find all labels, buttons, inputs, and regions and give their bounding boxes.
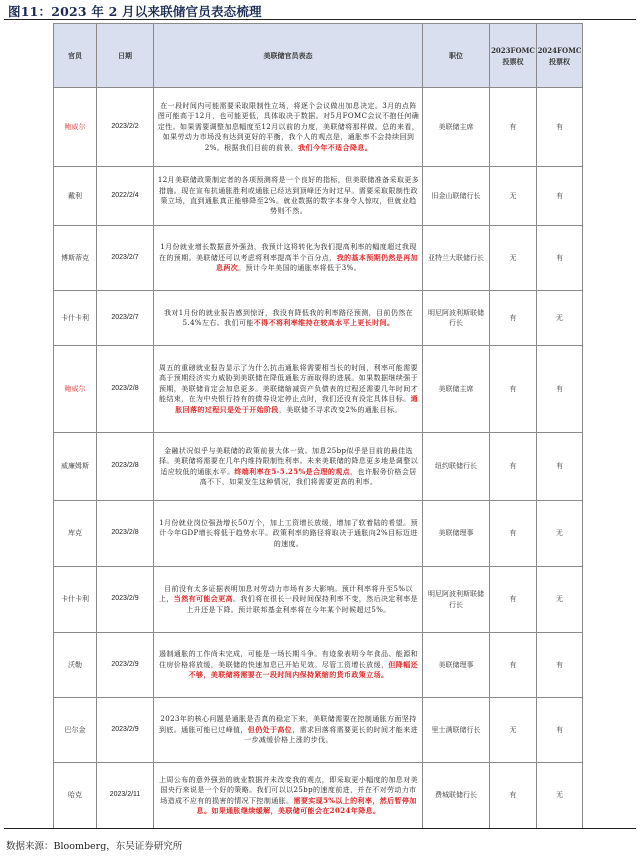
officer-name: 卡什卡利 [54,567,97,633]
statement-plain: 1月份就业增长数据意外强劲，我预计这将转化为我们提高利率的幅度超过我现在的预期。美联储还可以考虑将利率提高半个百分点， [158,243,417,262]
table-row [54,433,583,501]
statement-tail: ，美联储不寻求改变2%的通胀目标。 [278,405,402,414]
table-row [54,698,583,763]
statement-plain: 目前没有太多证据表明加息对劳动力市场有多大影响。预计利率将升至5%以上， [158,584,413,604]
statement-highlight: 需要实现5%以上的利率，然后暂停加息。如果通胀继续缓解，美联储可能会在2024年降息。 [196,795,417,815]
table-row [54,88,583,167]
vote-2023: 有 [490,567,537,633]
vote-2024: 有 [537,633,583,698]
statement-highlight: 但降幅还不够，美联储将需要在一段时间内保持紧缩的货币政策立场。 [188,659,418,680]
statement-plain: 金融状况似乎与美联储的政策前景大体一致。加息25bp似乎是目前的最佳选择。美联储将需要在几年内维持限制性利率。未来美联储的降息更多地是调整以适应较低的通胀水平。 [159,446,418,476]
statement-tail: ，也许服务价格会居高不下，如果发生这种情况，我们将需要更高的利率。 [199,467,417,486]
vote-2023: 有 [490,291,537,346]
vote-2023: 有 [490,88,537,167]
statement-text [154,433,423,501]
statement-date: 2023/2/9 [97,698,154,763]
vote-2024: 有 [537,226,583,291]
statement-plain: 上周公布的意外强劲的就业数据并未改变我的观点，即采取更小幅度的加息对美国央行来说是一个好的策略。我们可以以25bp的速度前进，并在不对劳动力市场造成不应有的损害的情况下控制通胀。 [159,775,418,805]
header-statement: 美联储官员表态 [154,24,423,88]
top-rule-divider [4,19,636,20]
figure-title: 图11：2023 年 2 月以来联储官员表态梳理 [8,4,262,19]
fed-officials-statements-table [53,23,583,829]
vote-2023: 无 [490,167,537,226]
official-position: 美联储理事 [423,633,490,698]
statement-text [154,698,423,763]
official-position: 美联储主席 [423,88,490,167]
statement-highlight: 我们今年不适合降息。 [298,142,373,152]
statement-text [154,763,423,829]
table-row [54,291,583,346]
statement-highlight: 终端利率在5-5.25%是合理的观点 [234,466,351,476]
table-row [54,763,583,829]
statement-date: 2023/2/9 [97,567,154,633]
header-vote-2023: 2023FOMC投票权 [490,24,537,88]
vote-2024: 无 [537,763,583,829]
data-source-note: 数据来源：Bloomberg，东吴证券研究所 [6,841,183,852]
statement-text [154,501,423,567]
officer-name: 巴尔金 [54,698,97,763]
officer-name: 卡什卡利 [54,291,97,346]
table-row [54,346,583,433]
statement-plain: 在一段时间内可能需要采取限制性立场，将逐个会议做出加息决定。3月的点阵图可能高于12月，也可能更低，具体取决于数据。对5月FOMC会议不抱任何确定性。如果需要调整加息幅度至12月以前的力度，美联储将那样做。总的来看，如果劳动力市场没有达到更好的平衡，我个人的观点是，通胀率不会持续回到2%。根据我们目前的前景， [157,101,420,152]
vote-2023: 有 [490,633,537,698]
vote-2023: 有 [490,501,537,567]
statement-date: 2022/2/4 [97,167,154,226]
official-position: 美联储理事 [423,501,490,567]
statement-date: 2023/2/8 [97,346,154,433]
statement-tail: ，需求回落将需要更长的时间才能来进一步减缓价格上涨的步伐。 [244,725,419,745]
vote-2024: 无 [537,501,583,567]
vote-2024: 有 [537,698,583,763]
vote-2024: 有 [537,346,583,433]
statement-text [154,291,423,346]
table-header-row [54,24,583,88]
vote-2024: 无 [537,291,583,346]
vote-2023: 有 [490,433,537,501]
vote-2024: 有 [537,167,583,226]
table-row [54,167,583,226]
statement-highlight: 我的基本预期仍然是再加息两次 [215,252,418,273]
statement-date: 2023/2/7 [97,291,154,346]
officer-name: 库克 [54,501,97,567]
statement-plain: 遏制通胀的工作尚未完成，可能是一场长期斗争。有迹象表明今年食品、能源和住房价格将放缓，美联储的快速加息已开始见效。尽管工资增长放缓， [158,650,418,669]
statement-text [154,167,423,226]
official-position: 明尼阿波利斯联储行长 [423,567,490,633]
table-row [54,567,583,633]
statement-text [154,633,423,698]
vote-2023: 无 [490,226,537,291]
statement-highlight: 不得不将利率维持在较高水平上更长时间。 [253,318,395,327]
official-position: 明尼阿波利斯联储行长 [423,291,490,346]
statement-text [154,88,423,167]
statement-date: 2023/2/11 [97,763,154,829]
statement-date: 2023/2/8 [97,501,154,567]
official-position: 旧金山联储行长 [423,167,490,226]
statement-plain: 2023年的核心问题是通胀是否真的稳定下来，美联储需要在控制通胀方面坚持到底。通胀可能已过峰值， [158,715,417,734]
vote-2023: 无 [490,698,537,763]
statement-highlight: 当然有可能会更高 [173,594,233,604]
officer-name: 哈克 [54,763,97,829]
statement-plain: 12月美联储政策制定者的各项预测将是一个良好的指标，但美联储准备采取更多措施。现在宣布抗通胀胜利或通胀已经达到顶峰还为时过早。需要采取限制性政策立场，直到通胀真正能够降至2%。就业数据的数字本身令人惊叹，但就业趋势则不然。 [157,176,420,216]
vote-2023: 有 [490,763,537,829]
official-position: 费城联储行长 [423,763,490,829]
officer-name: 沃勒 [54,633,97,698]
statement-date: 2023/2/9 [97,633,154,698]
official-position: 里士满联储行长 [423,698,490,763]
officer-name: 博斯蒂克 [54,226,97,291]
officer-name: 鲍威尔 [54,88,97,167]
statement-tail: 。预计今年美国的通胀率将低于3%。 [238,264,362,273]
officer-name: 鲍威尔 [54,346,97,433]
vote-2024: 有 [537,433,583,501]
statement-highlight: 通胀回落的过程只是处于开始阶段 [175,394,418,414]
vote-2023: 有 [490,346,537,433]
header-vote-2024: 2024FOMC投票权 [537,24,583,88]
table-row [54,633,583,698]
statement-date: 2023/2/2 [97,88,154,167]
statement-plain: 1月份就业岗位强劲增长50万个，加上工资增长放缓，增加了软着陆的希望。预计今年GDP增长将低于趋势水平。政策利率的路径将取决于通胀向2%目标迈进的速度。 [159,518,418,548]
header-position: 职位 [423,24,490,88]
statement-date: 2023/2/7 [97,226,154,291]
officer-name: 威廉姆斯 [54,433,97,501]
official-position: 亚特兰大联储行长 [423,226,490,291]
vote-2024: 有 [537,88,583,167]
official-position: 美联储主席 [423,346,490,433]
header-date: 日期 [97,24,154,88]
statement-plain: 周五的重磅就业报告显示了为什么抗击通胀将需要相当长的时间，利率可能需要高于预期经济实力威胁到美联储在降低通胀方面取得的进展。如果数据继续强于预期，美联储肯定会加息更多。美联储缩减资产负债表的过程还需要几年时间才能结束，在为中央银行持有的债券设定停止点时，我们还没有设定具体目标。 [158,363,418,404]
statement-tail: 。我们将在很长一段时间保持利率不变，然后决定利率是上升还是下降。预计联邦基金利率将在今年某个时候超过5%。 [186,595,418,614]
statement-highlight: 但仍处于高位 [247,724,293,734]
statement-text [154,226,423,291]
statement-date: 2023/2/8 [97,433,154,501]
vote-2024: 无 [537,567,583,633]
table-row [54,226,583,291]
statement-text [154,346,423,433]
officer-name: 戴利 [54,167,97,226]
official-position: 纽约联储行长 [423,433,490,501]
statement-plain: 我对1月份的就业报告感到惊讶，我没有降低我的利率路径预测，目前仍然在5.4%左右。我们可能 [163,308,414,327]
bottom-rule-divider [4,828,636,829]
header-officer: 官员 [54,24,97,88]
table-row [54,501,583,567]
statement-text [154,567,423,633]
